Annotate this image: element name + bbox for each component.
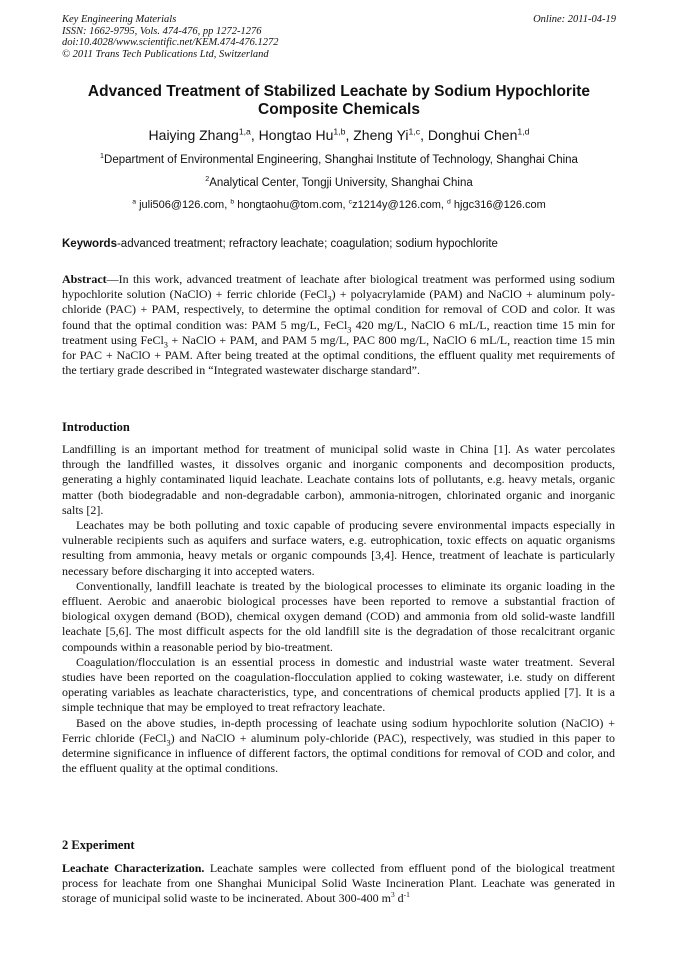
- paragraph-text: Based on the above studies, in-depth processing of leachate using sodium hypochlorite solution (NaClO) + Ferric chloride (FeCl: [62, 715, 615, 745]
- subscript: 3: [347, 325, 352, 334]
- author-name: Donghui Chen: [427, 127, 518, 143]
- affiliation-mark: 1: [100, 152, 105, 161]
- introduction-body: [62, 442, 615, 776]
- email-link[interactable]: hongtaohu@tom.com,: [237, 199, 346, 211]
- keywords-text: -advanced treatment; refractory leachate; coagulation; sodium hypochlorite: [116, 238, 498, 250]
- affiliation-mark: 2: [205, 175, 210, 184]
- author-name: Zheng Yi: [353, 127, 409, 143]
- paragraph: Coagulation/flocculation is an essential process in domestic and industrial waste water treatment. Several studies have been reported on the coagulation-flocculation applied to coking wastewater, i.e. study on different operating variables as leachate characteristics, type, and concentrations of chemical products applied [7]. It is a simple technique that may be employed to treat refractory leachate.: [62, 654, 615, 715]
- title-line-2: Composite Chemicals: [258, 101, 420, 118]
- author-affiliation-mark: 1,b: [333, 126, 346, 137]
- abstract-label: Abstract: [62, 272, 107, 286]
- publication-meta: [62, 14, 279, 60]
- subscript: 3: [166, 738, 171, 748]
- doi-line[interactable]: doi:10.4028/www.scientific.net/KEM.474-476.1272: [62, 37, 279, 48]
- email-list: [62, 199, 616, 211]
- email-link[interactable]: z1214y@126.com,: [352, 199, 444, 211]
- introduction-heading: Introduction: [62, 420, 130, 434]
- abstract: [62, 272, 615, 378]
- paragraph-text: Leachate samples were collected from effluent pond of the biological treatment process for leachate from one Shanghai Municipal Solid Waste Incineration Plant. Leachate was generated in storage of municipal solid waste to be incinerated. About 300-400 m: [62, 861, 615, 906]
- author-affiliation-mark: 1,a: [238, 126, 251, 137]
- author-list: Haiying Zhang$^{1,a}$, Hongtao Hu$^{1,b}$, Zheng Yi$^{1,c}$, Donghui Chen$^{1,d}$: [148, 126, 530, 143]
- paragraph: Conventionally, landfill leachate is treated by the biological processes to eliminate its organic loading in the effluent. Aerobic and anaerobic biological processes have been reported to remove a substantial fraction of biological oxygen demand (BOD), chemical oxygen demand (COD) and ammonia from old solid-waste landfill leachate [5,6]. The most difficult aspects for the old landfill site is the degradation of those recalcitrant organic compounds within a reasonable period by bio-treatment.: [62, 578, 615, 654]
- paragraph-text: d: [394, 891, 404, 906]
- title-line-1: Advanced Treatment of Stabilized Leachate by Sodium Hypochlorite: [87, 83, 591, 100]
- keywords: [62, 238, 616, 250]
- email-mark: b: [230, 198, 235, 206]
- author-affiliation-mark: 1,d: [517, 126, 530, 137]
- abstract-text: + NaClO + PAM, and PAM 5 mg/L, PAC 800 mg/L, NaClO 6 mL/L, reaction time 15 min for PAC + NaClO + PAM. After being treated at the optimal conditions, the effluent quality met requirements of the tertiary grade described in “Integrated wastewater discharge standard”.: [62, 332, 615, 378]
- paragraph: Leachates may be both polluting and toxic capable of producing severe environmental impacts especially in vulnerable recipients such as aquifers and surface waters, e.g. eutrophication, toxic effects on aquatic organisms resulting from ammonia, heavy metals or organic compounds [3,4]. Hence, treatment of leachate is particularly necessary before discharging it into accepted waters.: [62, 518, 615, 578]
- paragraph-text: ) and NaClO + aluminum poly-chloride (PAC), respectively, was studied in this paper to determine significance in influence of different factors, the optimal conditions for removal of COD and color, and the effluent quality at the optimal conditions.: [62, 730, 615, 776]
- affiliation-2: [62, 177, 616, 189]
- experiment-heading: 2 Experiment: [62, 838, 135, 852]
- paper-title: [62, 83, 616, 119]
- keywords-label: Keywords: [62, 238, 117, 250]
- author-name: Haiying Zhang: [148, 127, 239, 143]
- affiliation-text: Analytical Center, Tongji University, Shanghai China: [209, 177, 473, 189]
- leachate-characterization-label: Leachate Characterization.: [62, 861, 205, 875]
- online-date: Online: 2011-04-19: [533, 14, 616, 25]
- author-name: Hongtao Hu: [258, 127, 334, 143]
- affiliation-1: [62, 154, 616, 166]
- subscript: 3: [163, 340, 168, 350]
- paragraph: Landfilling is an important method for treatment of municipal solid waste in China [1]. As water percolates through the landfilled wastes, it dissolves organic and inorganic components and decomposition products, generating a highly contaminated liquid leachate. Leachate contains lots of pollutants, e.g. heavy metals, organic matter (both biodegradable and non-degradable carbon), ammonia-nitrogen, chlorinated organic and inorganic salts [2].: [62, 442, 615, 517]
- author-affiliation-mark: 1,c: [408, 126, 421, 137]
- abstract-text: ) + polyacrylamide (PAM) and NaClO + aluminum poly-chloride (PAC) + PAM, respectively, to determine the optimal condition for removal of COD and color. It was found that the optimal condition was: PAM 5 mg/L, FeCl: [62, 287, 616, 332]
- subscript: 3: [327, 294, 332, 304]
- issn-line: ISSN: 1662-9795, Vols. 474-476, pp 1272-1276: [62, 25, 262, 37]
- abstract-text: 420 mg/L, NaClO 6 mL/L, reaction time 15 min for treatment using FeCl: [62, 317, 615, 347]
- email-link[interactable]: juli506@126.com,: [139, 199, 228, 211]
- email-mark: a: [132, 198, 136, 206]
- journal-name: Key Engineering Materials: [62, 14, 177, 25]
- paragraph: [62, 716, 615, 777]
- superscript: -1: [403, 890, 410, 900]
- superscript: 3: [390, 890, 395, 900]
- email-link[interactable]: hjgc316@126.com: [453, 199, 546, 211]
- abstract-text: —In this work, advanced treatment of leachate after biological treatment was performed using sodium hypochlorite solution (NaClO) + ferric chloride (FeCl: [62, 272, 615, 302]
- experiment-body: [62, 861, 615, 907]
- email-mark: c: [348, 198, 353, 206]
- affiliation-text: Department of Environmental Engineering, Shanghai Institute of Technology, Shanghai China: [104, 154, 578, 166]
- copyright-line: © 2011 Trans Tech Publications Ltd, Switzerland: [62, 48, 269, 60]
- email-mark: d: [447, 198, 451, 206]
